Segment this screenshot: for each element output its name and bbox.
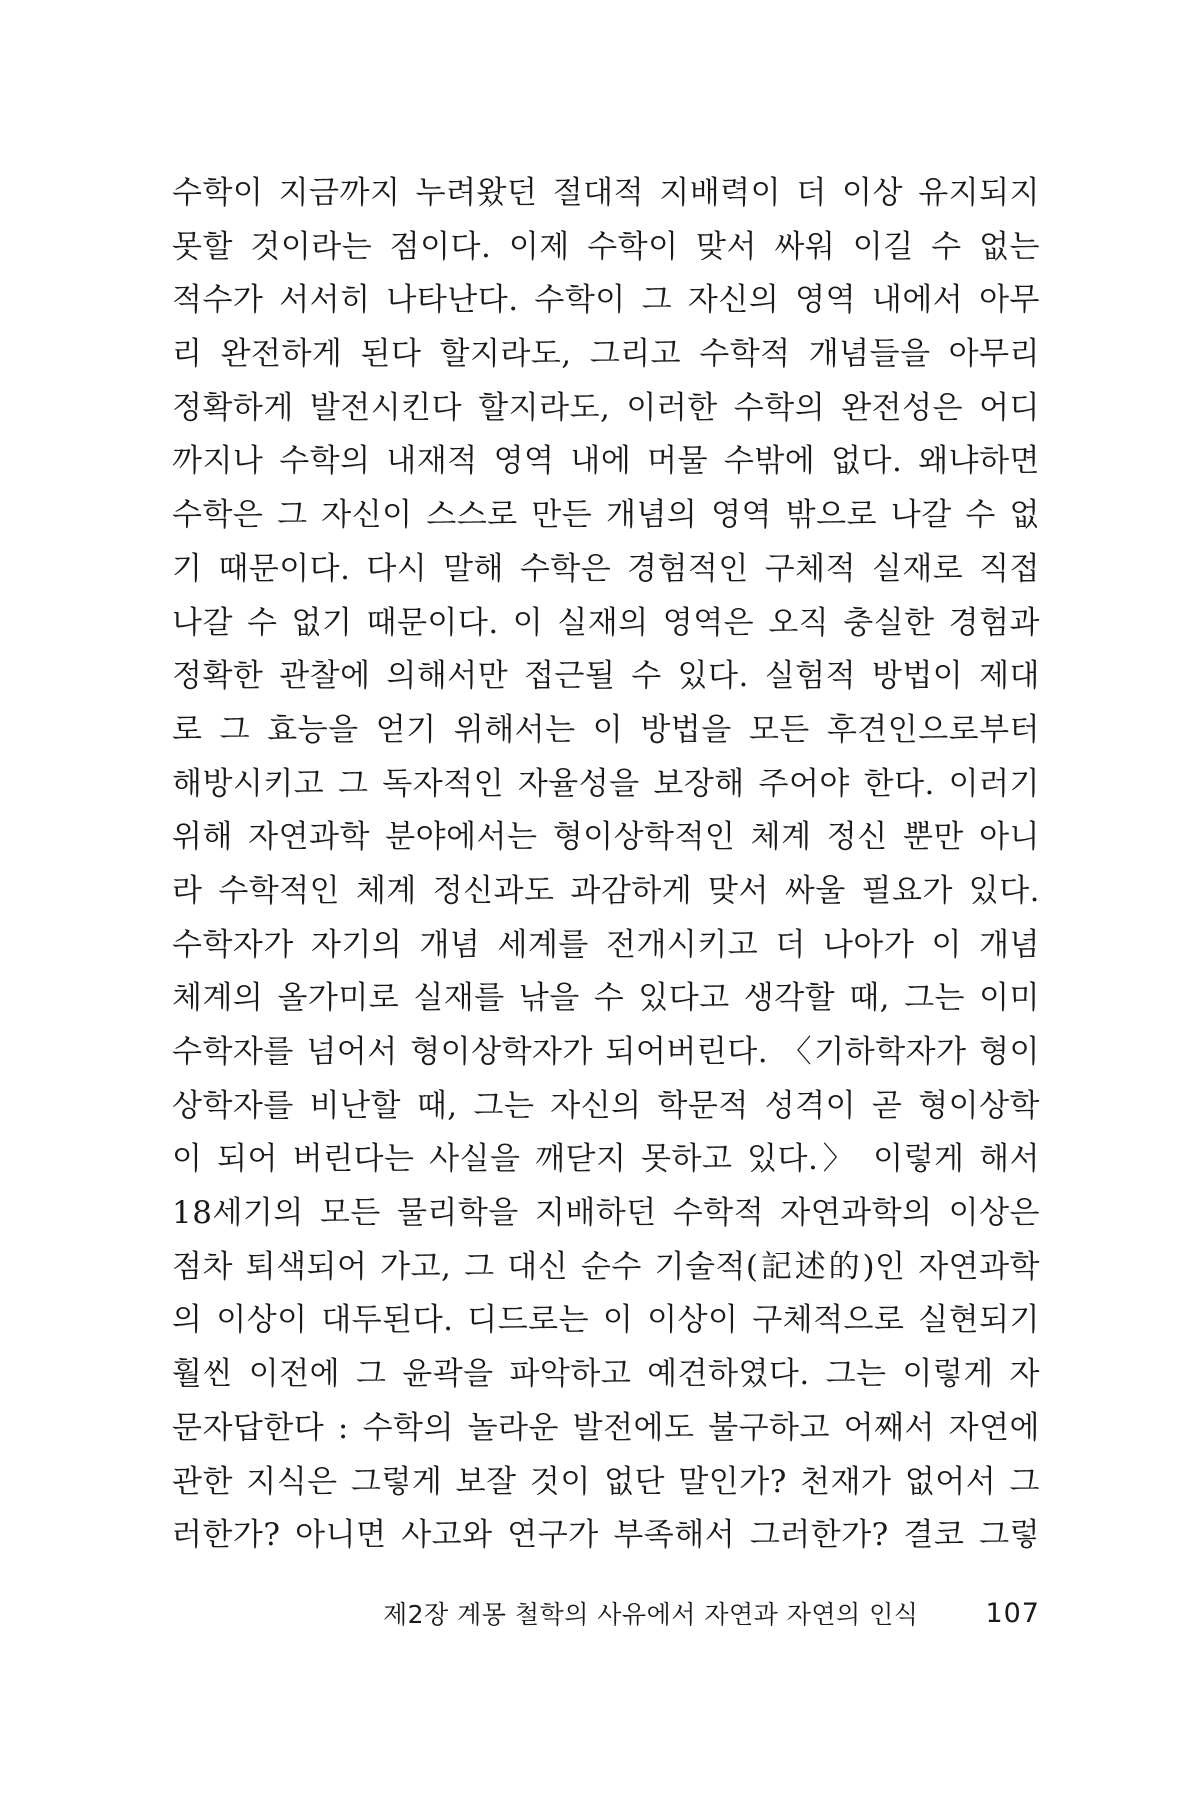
text-line: 훨씬 이전에 그 윤곽을 파악하고 예견하였다. 그는 이렇게 자 <box>172 1356 1040 1393</box>
text-line: 정확한 관찰에 의해서만 접근될 수 있다. 실험적 방법이 제대 <box>172 658 1040 695</box>
text-line: 적수가 서서히 나타난다. 수학이 그 자신의 영역 내에서 아무 <box>172 282 1040 319</box>
text-line: 의 이상이 대두된다. 디드로는 이 이상이 구체적으로 실현되기 <box>172 1302 1040 1339</box>
chapter-running-title: 제2장 계몽 철학의 사유에서 자연과 자연의 인식 <box>383 1600 919 1629</box>
text-line: 러한가? 아니면 사고와 연구가 부족해서 그러한가? 결코 그렇 <box>172 1517 1040 1554</box>
page-number: 107 <box>985 1597 1040 1629</box>
text-line: 체계의 올가미로 실재를 낚을 수 있다고 생각할 때, 그는 이미 <box>172 980 1040 1017</box>
text-line: 문자답한다 : 수학의 놀라운 발전에도 불구하고 어째서 자연에 <box>172 1409 1040 1446</box>
text-line: 라 수학적인 체계 정신과도 과감하게 맞서 싸울 필요가 있다. <box>172 872 1040 909</box>
text-line: 못할 것이라는 점이다. 이제 수학이 맞서 싸워 이길 수 없는 <box>172 228 1040 265</box>
text-line: 수학은 그 자신이 스스로 만든 개념의 영역 밖으로 나갈 수 없 <box>172 497 1040 534</box>
text-line: 점차 퇴색되어 가고, 그 대신 순수 기술적(記述的)인 자연과학 <box>172 1248 1040 1285</box>
text-line: 수학자가 자기의 개념 세계를 전개시키고 더 나아가 이 개념 <box>172 926 1040 963</box>
text-line: 수학자를 넘어서 형이상학자가 되어버린다. 〈기하학자가 형이 <box>172 1034 1040 1070</box>
text-line: 해방시키고 그 독자적인 자율성을 보장해 주어야 한다. 이러기 <box>172 765 1040 802</box>
text-line: 상학자를 비난할 때, 그는 자신의 학문적 성격이 곧 형이상학 <box>172 1087 1040 1124</box>
text-line: 리 완전하게 된다 할지라도, 그리고 수학적 개념들을 아무리 <box>172 336 1040 373</box>
body-text <box>172 167 1040 1563</box>
text-line: 수학이 지금까지 누려왔던 절대적 지배력이 더 이상 유지되지 <box>172 175 1040 211</box>
text-line: 위해 자연과학 분야에서는 형이상학적인 체계 정신 뿐만 아니 <box>172 819 1040 856</box>
text-line: 이 되어 버린다는 사실을 깨닫지 못하고 있다.〉 이렇게 해서 <box>172 1141 1040 1178</box>
running-footer <box>383 1588 1040 1638</box>
text-line: 관한 지식은 그렇게 보잘 것이 없단 말인가? 천재가 없어서 그 <box>172 1463 1040 1500</box>
text-line: 기 때문이다. 다시 말해 수학은 경험적인 구체적 실재로 직접 <box>172 550 1040 587</box>
text-line: 로 그 효능을 얻기 위해서는 이 방법을 모든 후견인으로부터 <box>172 711 1040 748</box>
text-line: 18세기의 모든 물리학을 지배하던 수학적 자연과학의 이상은 <box>172 1195 1040 1232</box>
text-line: 정확하게 발전시킨다 할지라도, 이러한 수학의 완전성은 어디 <box>172 389 1040 426</box>
text-line: 까지나 수학의 내재적 영역 내에 머물 수밖에 없다. 왜냐하면 <box>172 443 1040 480</box>
text-line: 나갈 수 없기 때문이다. 이 실재의 영역은 오직 충실한 경험과 <box>172 604 1040 641</box>
